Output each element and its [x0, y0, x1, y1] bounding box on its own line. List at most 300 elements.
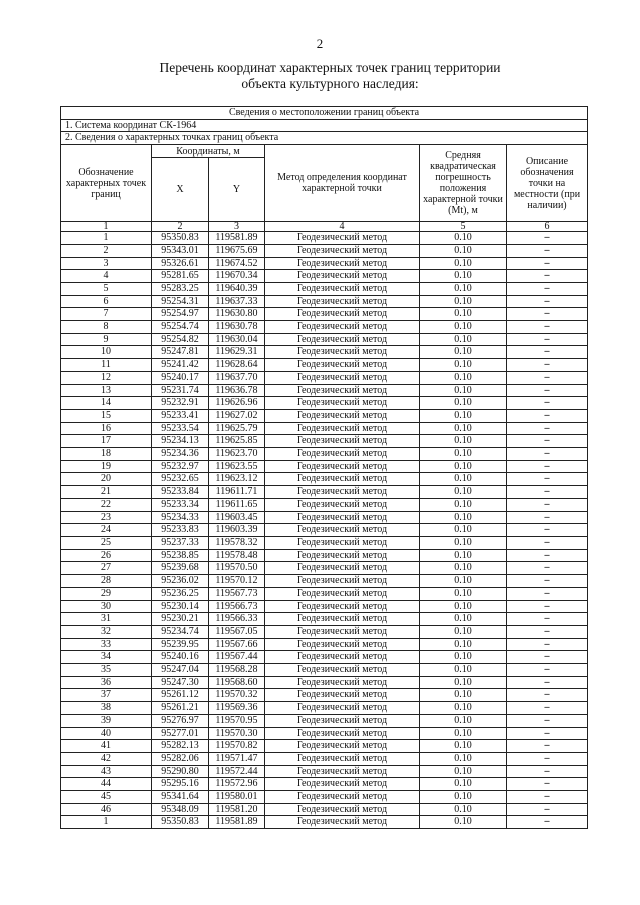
table-row: [61, 549, 588, 562]
table-row: [61, 448, 588, 461]
method: Геодезический метод: [265, 524, 420, 537]
point-id: 11: [61, 359, 152, 372]
description: –: [507, 308, 588, 321]
table-row: [61, 676, 588, 689]
description: –: [507, 371, 588, 384]
coord-x: 95254.31: [152, 295, 209, 308]
table-row: [61, 702, 588, 715]
table-row: [61, 295, 588, 308]
method: Геодезический метод: [265, 778, 420, 791]
coord-x: 95282.06: [152, 752, 209, 765]
points-info-line: 2. Сведения о характерных точках границ объекта: [61, 132, 588, 145]
coord-x: 95277.01: [152, 727, 209, 740]
method: Геодезический метод: [265, 409, 420, 422]
description: –: [507, 270, 588, 283]
table-row: [61, 270, 588, 283]
coord-x: 95326.61: [152, 257, 209, 270]
description: –: [507, 778, 588, 791]
method: Геодезический метод: [265, 625, 420, 638]
point-id: 22: [61, 498, 152, 511]
point-id: 42: [61, 752, 152, 765]
coord-x: 95233.41: [152, 409, 209, 422]
coord-y: 119611.65: [209, 498, 265, 511]
point-id: 9: [61, 333, 152, 346]
coord-y: 119569.36: [209, 702, 265, 715]
coord-y: 119567.05: [209, 625, 265, 638]
coord-y: 119637.33: [209, 295, 265, 308]
point-id: 33: [61, 638, 152, 651]
error-value: 0.10: [420, 625, 507, 638]
point-id: 32: [61, 625, 152, 638]
coord-x: 95261.12: [152, 689, 209, 702]
method: Геодезический метод: [265, 371, 420, 384]
point-id: 10: [61, 346, 152, 359]
error-value: 0.10: [420, 384, 507, 397]
point-id: 38: [61, 702, 152, 715]
point-id: 6: [61, 295, 152, 308]
description: –: [507, 613, 588, 626]
coord-x: 95236.02: [152, 575, 209, 588]
error-value: 0.10: [420, 549, 507, 562]
coord-x: 95341.64: [152, 791, 209, 804]
error-value: 0.10: [420, 359, 507, 372]
description: –: [507, 409, 588, 422]
method: Геодезический метод: [265, 676, 420, 689]
coord-y: 119567.66: [209, 638, 265, 651]
coord-y: 119572.44: [209, 765, 265, 778]
point-id: 13: [61, 384, 152, 397]
error-value: 0.10: [420, 651, 507, 664]
coord-x: 95232.65: [152, 473, 209, 486]
coord-y: 119567.44: [209, 651, 265, 664]
column-number: 5: [420, 222, 507, 232]
point-id: 30: [61, 600, 152, 613]
method: Геодезический метод: [265, 333, 420, 346]
coord-x: 95276.97: [152, 714, 209, 727]
error-value: 0.10: [420, 778, 507, 791]
description: –: [507, 232, 588, 245]
point-id: 5: [61, 282, 152, 295]
coord-y: 119570.12: [209, 575, 265, 588]
header-method: Метод определения координат характерной точки: [265, 145, 420, 222]
error-value: 0.10: [420, 397, 507, 410]
method: Геодезический метод: [265, 575, 420, 588]
point-id: 44: [61, 778, 152, 791]
coord-y: 119566.33: [209, 613, 265, 626]
point-id: 35: [61, 664, 152, 677]
table-row: [61, 333, 588, 346]
method: Геодезический метод: [265, 765, 420, 778]
method: Геодезический метод: [265, 816, 420, 829]
coord-y: 119581.89: [209, 232, 265, 245]
table-row: [61, 816, 588, 829]
point-id: 3: [61, 257, 152, 270]
method: Геодезический метод: [265, 791, 420, 804]
method: Геодезический метод: [265, 803, 420, 816]
method: Геодезический метод: [265, 244, 420, 257]
method: Геодезический метод: [265, 270, 420, 283]
table-row: [61, 244, 588, 257]
description: –: [507, 257, 588, 270]
error-value: 0.10: [420, 270, 507, 283]
method: Геодезический метод: [265, 613, 420, 626]
description: –: [507, 816, 588, 829]
coord-y: 119637.70: [209, 371, 265, 384]
description: –: [507, 244, 588, 257]
description: –: [507, 689, 588, 702]
coord-x: 95231.74: [152, 384, 209, 397]
header-coordinates: Координаты, м: [152, 145, 265, 158]
method: Геодезический метод: [265, 651, 420, 664]
method: Геодезический метод: [265, 448, 420, 461]
coord-y: 119572.96: [209, 778, 265, 791]
method: Геодезический метод: [265, 689, 420, 702]
point-id: 43: [61, 765, 152, 778]
error-value: 0.10: [420, 346, 507, 359]
error-value: 0.10: [420, 536, 507, 549]
coord-y: 119640.39: [209, 282, 265, 295]
table-row: [61, 791, 588, 804]
coord-y: 119580.01: [209, 791, 265, 804]
header-error: Средняя квадратическая погрешность положения характерной точки (Mt), м: [420, 145, 507, 222]
method: Геодезический метод: [265, 422, 420, 435]
description: –: [507, 740, 588, 753]
coord-x: 95247.30: [152, 676, 209, 689]
header-x: X: [152, 158, 209, 222]
coord-y: 119567.73: [209, 587, 265, 600]
coord-y: 119630.04: [209, 333, 265, 346]
table-row: [61, 562, 588, 575]
error-value: 0.10: [420, 422, 507, 435]
point-id: 29: [61, 587, 152, 600]
point-id: 36: [61, 676, 152, 689]
point-id: 15: [61, 409, 152, 422]
coord-x: 95254.97: [152, 308, 209, 321]
error-value: 0.10: [420, 257, 507, 270]
error-value: 0.10: [420, 752, 507, 765]
error-value: 0.10: [420, 575, 507, 588]
coord-y: 119626.96: [209, 397, 265, 410]
method: Геодезический метод: [265, 702, 420, 715]
header-y: Y: [209, 158, 265, 222]
coord-x: 95247.81: [152, 346, 209, 359]
description: –: [507, 473, 588, 486]
coord-x: 95234.36: [152, 448, 209, 461]
coord-x: 95254.74: [152, 321, 209, 334]
coord-y: 119675.69: [209, 244, 265, 257]
error-value: 0.10: [420, 308, 507, 321]
point-id: 25: [61, 536, 152, 549]
description: –: [507, 460, 588, 473]
table-row: [61, 397, 588, 410]
coord-y: 119568.28: [209, 664, 265, 677]
description: –: [507, 321, 588, 334]
coord-x: 95230.21: [152, 613, 209, 626]
point-id: 28: [61, 575, 152, 588]
document-title: [120, 60, 540, 92]
error-value: 0.10: [420, 511, 507, 524]
coord-x: 95233.84: [152, 486, 209, 499]
coord-x: 95240.17: [152, 371, 209, 384]
method: Геодезический метод: [265, 232, 420, 245]
column-number: 4: [265, 222, 420, 232]
coord-x: 95237.33: [152, 536, 209, 549]
coord-y: 119578.32: [209, 536, 265, 549]
table-row: [61, 765, 588, 778]
coord-y: 119570.50: [209, 562, 265, 575]
table-row: [61, 422, 588, 435]
method: Геодезический метод: [265, 295, 420, 308]
coord-x: 95350.83: [152, 232, 209, 245]
error-value: 0.10: [420, 587, 507, 600]
point-id: 21: [61, 486, 152, 499]
method: Геодезический метод: [265, 562, 420, 575]
table-row: [61, 486, 588, 499]
description: –: [507, 435, 588, 448]
point-id: 40: [61, 727, 152, 740]
table-row: [61, 257, 588, 270]
coord-y: 119568.60: [209, 676, 265, 689]
description: –: [507, 549, 588, 562]
point-id: 14: [61, 397, 152, 410]
point-id: 24: [61, 524, 152, 537]
error-value: 0.10: [420, 791, 507, 804]
error-value: 0.10: [420, 321, 507, 334]
table-row: [61, 689, 588, 702]
coord-y: 119625.79: [209, 422, 265, 435]
description: –: [507, 333, 588, 346]
section-header: Сведения о местоположении границ объекта: [61, 107, 588, 120]
table-row: [61, 600, 588, 613]
description: –: [507, 727, 588, 740]
method: Геодезический метод: [265, 752, 420, 765]
coord-x: 95234.74: [152, 625, 209, 638]
point-id: 17: [61, 435, 152, 448]
table-row: [61, 664, 588, 677]
table-row: [61, 638, 588, 651]
table-row: [61, 613, 588, 626]
point-id: 45: [61, 791, 152, 804]
error-value: 0.10: [420, 765, 507, 778]
coord-x: 95283.25: [152, 282, 209, 295]
error-value: 0.10: [420, 282, 507, 295]
error-value: 0.10: [420, 740, 507, 753]
method: Геодезический метод: [265, 321, 420, 334]
coord-y: 119630.78: [209, 321, 265, 334]
table-row: [61, 587, 588, 600]
point-id: 34: [61, 651, 152, 664]
description: –: [507, 676, 588, 689]
column-numbers-row: [61, 222, 588, 232]
table-row: [61, 321, 588, 334]
coord-y: 119603.45: [209, 511, 265, 524]
method: Геодезический метод: [265, 435, 420, 448]
point-id: 16: [61, 422, 152, 435]
point-id: 20: [61, 473, 152, 486]
description: –: [507, 562, 588, 575]
coord-y: 119581.20: [209, 803, 265, 816]
error-value: 0.10: [420, 498, 507, 511]
description: –: [507, 511, 588, 524]
point-id: 37: [61, 689, 152, 702]
title-line-1: Перечень координат характерных точек границ территории: [159, 60, 501, 75]
method: Геодезический метод: [265, 536, 420, 549]
coord-y: 119570.95: [209, 714, 265, 727]
description: –: [507, 752, 588, 765]
coord-x: 95348.09: [152, 803, 209, 816]
table-row: [61, 740, 588, 753]
error-value: 0.10: [420, 727, 507, 740]
coordinates-table: [60, 106, 588, 829]
description: –: [507, 600, 588, 613]
point-id: 1: [61, 816, 152, 829]
coord-x: 95240.16: [152, 651, 209, 664]
error-value: 0.10: [420, 435, 507, 448]
description: –: [507, 765, 588, 778]
method: Геодезический метод: [265, 473, 420, 486]
error-value: 0.10: [420, 638, 507, 651]
title-line-2: объекта культурного наследия:: [241, 76, 419, 91]
point-id: 2: [61, 244, 152, 257]
coord-y: 119571.47: [209, 752, 265, 765]
coord-y: 119627.02: [209, 409, 265, 422]
coord-x: 95350.83: [152, 816, 209, 829]
error-value: 0.10: [420, 664, 507, 677]
table-row: [61, 778, 588, 791]
point-id: 39: [61, 714, 152, 727]
coord-y: 119570.82: [209, 740, 265, 753]
description: –: [507, 346, 588, 359]
method: Геодезический метод: [265, 600, 420, 613]
point-id: 46: [61, 803, 152, 816]
method: Геодезический метод: [265, 257, 420, 270]
table-row: [61, 752, 588, 765]
table-row: [61, 473, 588, 486]
error-value: 0.10: [420, 333, 507, 346]
error-value: 0.10: [420, 524, 507, 537]
description: –: [507, 282, 588, 295]
coord-x: 95254.82: [152, 333, 209, 346]
page-number: 2: [316, 36, 324, 51]
error-value: 0.10: [420, 676, 507, 689]
coord-y: 119581.89: [209, 816, 265, 829]
coord-x: 95238.85: [152, 549, 209, 562]
description: –: [507, 422, 588, 435]
coord-y: 119570.30: [209, 727, 265, 740]
coord-x: 95233.54: [152, 422, 209, 435]
coord-y: 119625.85: [209, 435, 265, 448]
point-id: 8: [61, 321, 152, 334]
point-id: 7: [61, 308, 152, 321]
method: Геодезический метод: [265, 486, 420, 499]
method: Геодезический метод: [265, 397, 420, 410]
coord-y: 119628.64: [209, 359, 265, 372]
error-value: 0.10: [420, 486, 507, 499]
description: –: [507, 397, 588, 410]
coord-y: 119670.34: [209, 270, 265, 283]
description: –: [507, 651, 588, 664]
error-value: 0.10: [420, 473, 507, 486]
table-row: [61, 409, 588, 422]
coord-y: 119623.12: [209, 473, 265, 486]
description: –: [507, 448, 588, 461]
table-row: [61, 524, 588, 537]
point-id: 27: [61, 562, 152, 575]
description: –: [507, 664, 588, 677]
table-row: [61, 308, 588, 321]
description: –: [507, 702, 588, 715]
coord-x: 95230.14: [152, 600, 209, 613]
error-value: 0.10: [420, 816, 507, 829]
description: –: [507, 524, 588, 537]
column-number: 2: [152, 222, 209, 232]
error-value: 0.10: [420, 409, 507, 422]
error-value: 0.10: [420, 295, 507, 308]
table-row: [61, 625, 588, 638]
coord-x: 95233.83: [152, 524, 209, 537]
error-value: 0.10: [420, 562, 507, 575]
point-id: 18: [61, 448, 152, 461]
point-id: 31: [61, 613, 152, 626]
coord-y: 119603.39: [209, 524, 265, 537]
table-row: [61, 384, 588, 397]
error-value: 0.10: [420, 613, 507, 626]
coord-x: 95261.21: [152, 702, 209, 715]
coord-x: 95234.13: [152, 435, 209, 448]
description: –: [507, 625, 588, 638]
coord-y: 119629.31: [209, 346, 265, 359]
method: Геодезический метод: [265, 587, 420, 600]
error-value: 0.10: [420, 371, 507, 384]
description: –: [507, 791, 588, 804]
error-value: 0.10: [420, 714, 507, 727]
column-number: 6: [507, 222, 588, 232]
table-row: [61, 498, 588, 511]
point-id: 1: [61, 232, 152, 245]
coord-y: 119630.80: [209, 308, 265, 321]
description: –: [507, 638, 588, 651]
header-description: Описание обозначения точки на местности (при наличии): [507, 145, 588, 222]
method: Геодезический метод: [265, 498, 420, 511]
description: –: [507, 359, 588, 372]
description: –: [507, 714, 588, 727]
header-point-designation: Обозначение характерных точек границ: [61, 145, 152, 222]
table-row: [61, 727, 588, 740]
column-number: 1: [61, 222, 152, 232]
column-number: 3: [209, 222, 265, 232]
error-value: 0.10: [420, 232, 507, 245]
coord-x: 95233.34: [152, 498, 209, 511]
method: Геодезический метод: [265, 346, 420, 359]
point-id: 23: [61, 511, 152, 524]
coord-y: 119578.48: [209, 549, 265, 562]
coord-y: 119611.71: [209, 486, 265, 499]
coord-x: 95247.04: [152, 664, 209, 677]
coord-x: 95232.97: [152, 460, 209, 473]
point-id: 4: [61, 270, 152, 283]
description: –: [507, 498, 588, 511]
method: Геодезический метод: [265, 460, 420, 473]
coord-x: 95281.65: [152, 270, 209, 283]
table-row: [61, 575, 588, 588]
table-row: [61, 282, 588, 295]
coord-y: 119674.52: [209, 257, 265, 270]
table-row: [61, 435, 588, 448]
coord-y: 119570.32: [209, 689, 265, 702]
coord-x: 95343.01: [152, 244, 209, 257]
error-value: 0.10: [420, 244, 507, 257]
coord-x: 95239.95: [152, 638, 209, 651]
